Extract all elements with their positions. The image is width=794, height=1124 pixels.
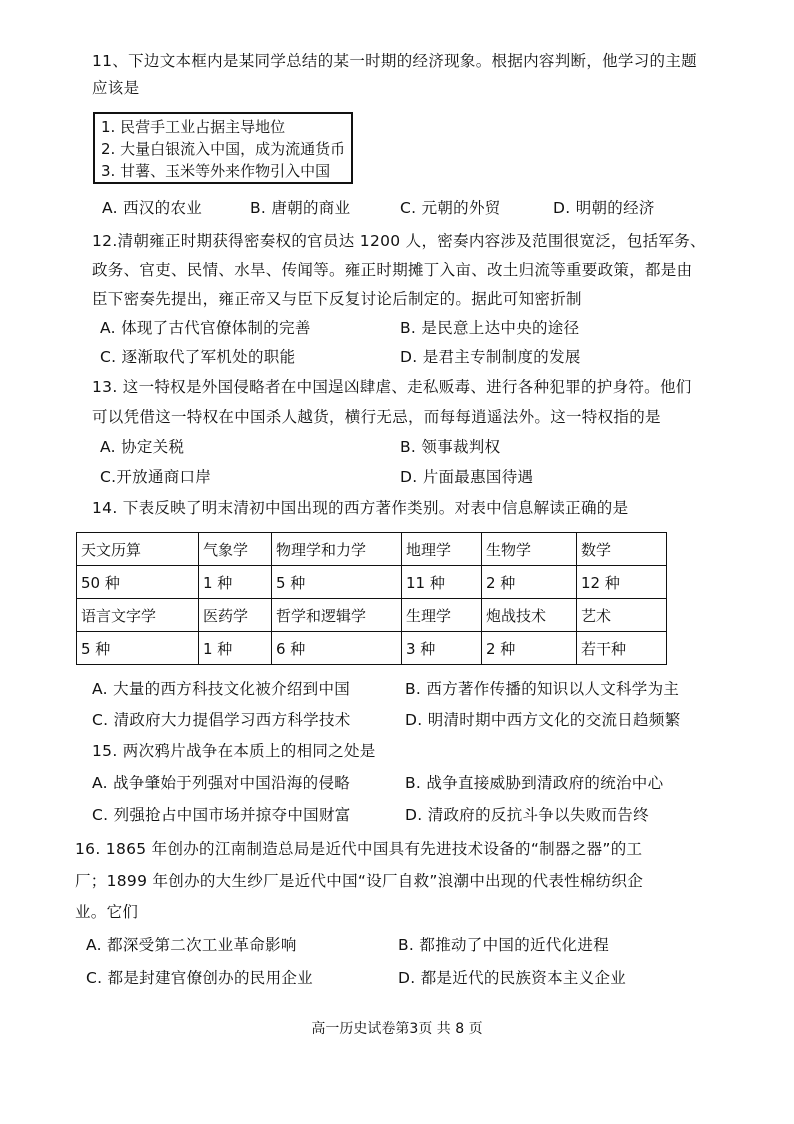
table-row [77,632,667,665]
table-cell: 医药学 [199,599,272,632]
table-cell: 1 种 [199,632,272,665]
q12-stem-line2: 政务、官吏、民情、水旱、传闻等。雍正时期摊丁入亩、改土归流等重要政策，都是由 [92,261,693,279]
table-row [77,566,667,599]
table-cell: 2 种 [482,566,577,599]
q14-option-c: C. 清政府大力提倡学习西方科学技术 [92,711,351,729]
table-cell: 生理学 [402,599,482,632]
q11-text-box [93,112,353,184]
table-cell: 天文历算 [77,533,199,566]
table-row [77,533,667,566]
q11-stem-line1: 11、下边文本框内是某同学总结的某一时期的经济现象。根据内容判断，他学习的主题 [92,52,697,70]
table-cell: 50 种 [77,566,199,599]
q14-stem: 14. 下表反映了明末清初中国出现的西方著作类别。对表中信息解读正确的是 [92,499,629,517]
table-cell: 地理学 [402,533,482,566]
q15-stem: 15. 两次鸦片战争在本质上的相同之处是 [92,742,376,760]
q16-option-a: A. 都深受第二次工业革命影响 [86,936,297,954]
q12-stem-line1: 12.清朝雍正时期获得密奏权的官员达 1200 人，密奏内容涉及范围很宽泛，包括军务、 [92,232,706,250]
q14-option-a: A. 大量的西方科技文化被介绍到中国 [92,680,351,698]
q15-option-d: D. 清政府的反抗斗争以失败而告终 [405,806,649,824]
table-cell: 炮战技术 [482,599,577,632]
table-cell: 2 种 [482,632,577,665]
table-cell: 语言文字学 [77,599,199,632]
q11-box-item-1: 1. 民营手工业占据主导地位 [101,118,286,136]
q12-stem-line3: 臣下密奏先提出，雍正帝又与臣下反复讨论后制定的。据此可知密折制 [92,290,582,308]
page-footer: 高一历史试卷第3页 共 8 页 [311,1021,483,1037]
q13-option-d: D. 片面最惠国待遇 [400,468,534,486]
q14-option-b: B. 西方著作传播的知识以人文科学为主 [405,680,680,698]
table-row [77,599,667,632]
q13-stem-line1: 13. 这一特权是外国侵略者在中国逞凶肆虐、走私贩毒、进行各种犯罪的护身符。他们 [92,378,692,396]
q12-option-d: D. 是君主专制制度的发展 [400,348,581,366]
q11-box-item-2: 2. 大量白银流入中国，成为流通货币 [101,140,346,158]
q11-option-b: B. 唐朝的商业 [250,199,351,217]
q13-option-a: A. 协定关税 [100,438,185,456]
q16-stem-line1: 16. 1865 年创办的江南制造总局是近代中国具有先进技术设备的“制器之器”的工 [75,840,643,858]
q16-option-c: C. 都是封建官僚创办的民用企业 [86,969,313,987]
table-cell: 若干种 [577,632,667,665]
q15-option-c: C. 列强抢占中国市场并掠夺中国财富 [92,806,351,824]
table-cell: 5 种 [272,566,402,599]
q13-stem-line2: 可以凭借这一特权在中国杀人越货，横行无忌，而每每逍遥法外。这一特权指的是 [92,408,661,426]
q16-option-b: B. 都推动了中国的近代化进程 [398,936,609,954]
q14-option-d: D. 明清时期中西方文化的交流日趋频繁 [405,711,681,729]
table-cell: 艺术 [577,599,667,632]
table-cell: 6 种 [272,632,402,665]
q11-option-d: D. 明朝的经济 [553,199,655,217]
q11-option-c: C. 元朝的外贸 [400,199,501,217]
q11-stem-line2: 应该是 [92,79,140,97]
table-cell: 物理学和力学 [272,533,402,566]
q16-stem-line2: 厂；1899 年创办的大生纱厂是近代中国“设厂自救”浪潮中出现的代表性棉纺织企 [75,872,644,890]
table-cell: 12 种 [577,566,667,599]
q16-option-d: D. 都是近代的民族资本主义企业 [398,969,627,987]
q12-option-c: C. 逐渐取代了军机处的职能 [100,348,296,366]
q15-option-b: B. 战争直接威胁到清政府的统治中心 [405,774,664,792]
table-cell: 5 种 [77,632,199,665]
q12-option-a: A. 体现了古代官僚体制的完善 [100,319,311,337]
table-cell: 气象学 [199,533,272,566]
table-cell: 3 种 [402,632,482,665]
table-cell: 1 种 [199,566,272,599]
q15-option-a: A. 战争肇始于列强对中国沿海的侵略 [92,774,351,792]
table-cell: 11 种 [402,566,482,599]
q11-option-a: A. 西汉的农业 [102,199,203,217]
q14-table [76,532,667,665]
table-cell: 数学 [577,533,667,566]
q13-option-c: C.开放通商口岸 [100,468,212,486]
table-cell: 哲学和逻辑学 [272,599,402,632]
q13-option-b: B. 领事裁判权 [400,438,501,456]
q12-option-b: B. 是民意上达中央的途径 [400,319,580,337]
q11-box-item-3: 3. 甘薯、玉米等外来作物引入中国 [101,162,331,180]
q16-stem-line3: 业。它们 [75,903,139,921]
table-cell: 生物学 [482,533,577,566]
